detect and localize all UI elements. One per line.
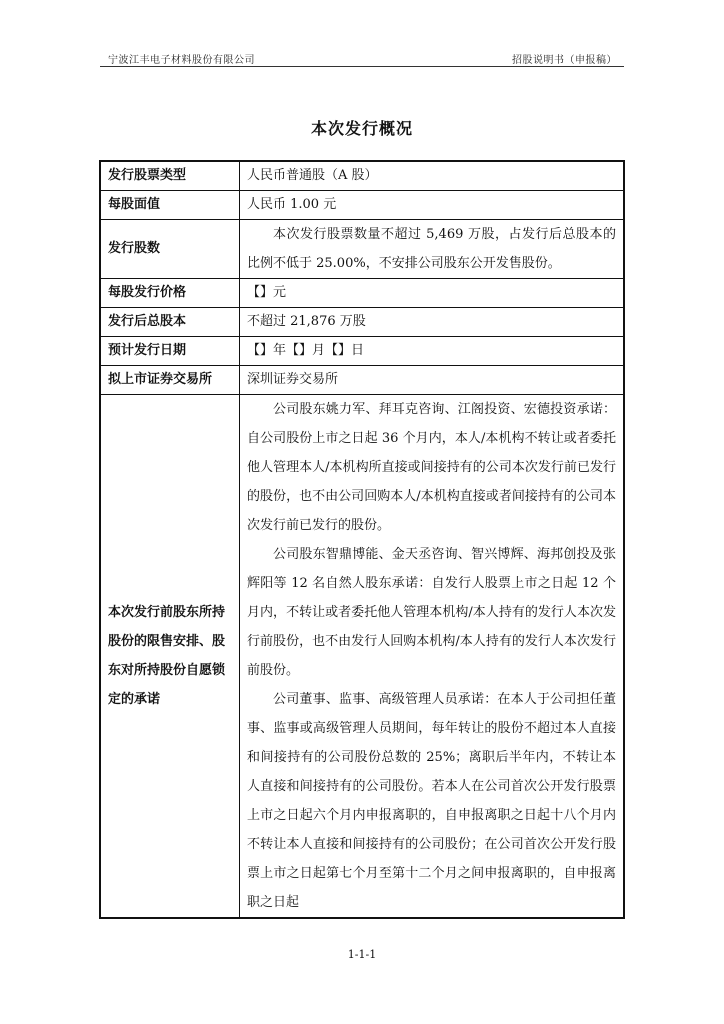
row-label: 拟上市证券交易所 [100,366,240,395]
row-value: 【】年【】月【】日 [240,337,625,366]
row-label: 预计发行日期 [100,337,240,366]
shares-issued-text: 本次发行股票数量不超过 5,469 万股，占发行后总股本的比例不低于 25.00%，不安排公司股东公开发售股份。 [247,227,616,271]
row-value: 人民币 1.00 元 [240,191,625,220]
row-label: 发行后总股本 [100,308,240,337]
row-value: 深圳证券交易所 [240,366,625,395]
header-doc-type: 招股说明书（申报稿） [512,55,617,66]
lockup-paragraph: 公司股东姚力军、拜耳克咨询、江阁投资、宏德投资承诺：自公司股份上市之日起 36 个月内，本人/本机构不转让或者委托他人管理本人/本机构所直接或间接持有的公司本次发行前已发行的股份，也不由公司回购本人/本机构直接或者间接持有的公司本次发行前已发行的股份。 [247,402,616,533]
page-title: 本次发行概况 [310,119,413,138]
lockup-content [240,395,625,919]
table-row [100,337,624,366]
table-row [100,191,624,220]
table-row [100,220,624,279]
row-label: 发行股票类型 [100,161,240,191]
table-row [100,279,624,308]
lockup-label: 本次发行前股东所持股份的限售安排、股东对所持股份自愿锁定的承诺 [100,395,240,919]
header-rule [100,66,624,67]
row-label: 每股面值 [100,191,240,220]
table-row [100,161,624,191]
page-number: 1-1-1 [347,948,377,961]
row-value: 【】元 [240,279,625,308]
table-row [100,308,624,337]
offering-overview-table [99,160,625,919]
row-value: 人民币普通股（A 股） [240,161,625,191]
header-company: 宁波江丰电子材料股份有限公司 [108,55,255,66]
lockup-paragraph: 公司股东智鼎博能、金天丞咨询、智兴博辉、海邦创投及张辉阳等 12 名自然人股东承诺：自发行人股票上市之日起 12 个月内，不转让或者委托他人管理本机构/本人持有的发行人本次发行前股份，也不由发行人回购本机构/本人持有的发行人本次发行前股份。 [247,547,616,678]
table-row [100,395,624,919]
row-value [240,220,625,279]
row-label: 每股发行价格 [100,279,240,308]
row-label: 发行股数 [100,220,240,279]
table-row [100,366,624,395]
lockup-paragraph: 公司董事、监事、高级管理人员承诺：在本人于公司担任董事、监事或高级管理人员期间，每年转让的股份不超过本人直接和间接持有的公司股份总数的 25%；离职后半年内，不转让本人直接和间接持有的公司股份。若本人在公司首次公开发行股票上市之日起六个月内申报离职的，自申报离职之日起十八个月内不转让本人直接和间接持有的公司股份；在公司首次公开发行股票上市之日起第七个月至第十二个月之间申报离职的，自申报离职之日起 [247,692,616,910]
row-value: 不超过 21,876 万股 [240,308,625,337]
